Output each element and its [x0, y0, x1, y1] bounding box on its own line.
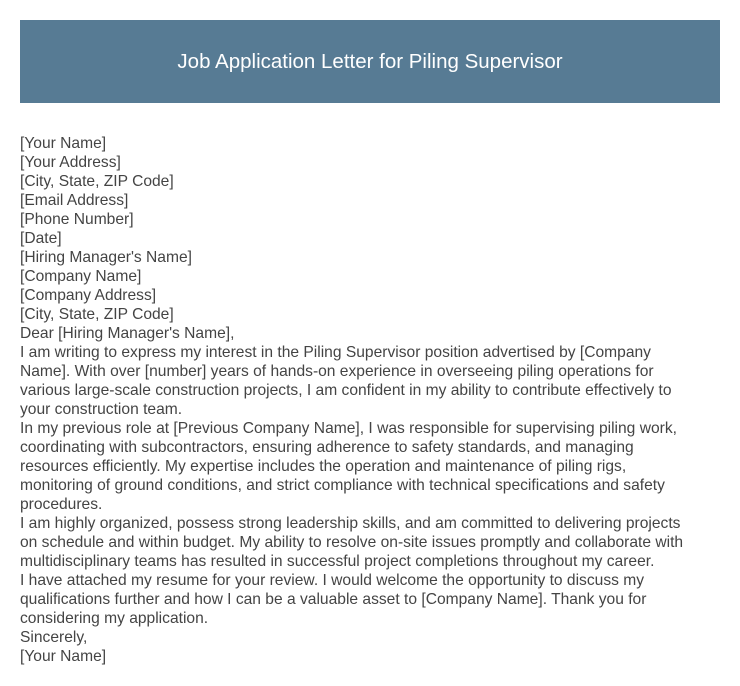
paragraph-line: Name]. With over [number] years of hands-on experience in overseeing piling operations for: [20, 363, 654, 380]
sender-address: [Your Address]: [20, 154, 121, 171]
page-title: Job Application Letter for Piling Supervisor: [177, 49, 563, 73]
paragraph-line: I am highly organized, possess strong leadership skills, and am committed to delivering projects: [20, 515, 681, 532]
paragraph-line: I have attached my resume for your review. I would welcome the opportunity to discuss my: [20, 572, 645, 589]
paragraph-line: resources efficiently. My expertise includes the operation and maintenance of piling rigs,: [20, 458, 627, 475]
paragraph-line: multidisciplinary teams has resulted in successful project completions throughout my career.: [20, 553, 655, 570]
recipient-address: [Company Address]: [20, 287, 157, 304]
closing: Sincerely,: [20, 629, 88, 646]
paragraph-line: I am writing to express my interest in the Piling Supervisor position advertised by [Company: [20, 344, 651, 361]
sender-city: [City, State, ZIP Code]: [20, 173, 174, 190]
recipient-name: [Hiring Manager's Name]: [20, 249, 192, 266]
paragraph-line: In my previous role at [Previous Company Name], I was responsible for supervising piling work,: [20, 420, 677, 437]
signature: [Your Name]: [20, 648, 107, 665]
paragraph-closing: [20, 571, 720, 628]
paragraph-line: various large-scale construction projects, I am confident in my ability to contribute effectively to: [20, 382, 672, 399]
paragraph-intro: [20, 343, 720, 419]
letter-date: [Date]: [20, 230, 62, 247]
paragraph-experience: [20, 419, 720, 514]
sender-email: [Email Address]: [20, 192, 129, 209]
sender-name: [Your Name]: [20, 135, 107, 152]
letter-body: [20, 134, 720, 666]
sender-block: [20, 134, 720, 248]
paragraph-line: considering my application.: [20, 610, 209, 627]
paragraph-line: coordinating with subcontractors, ensuring adherence to safety standards, and managing: [20, 439, 634, 456]
sender-phone: [Phone Number]: [20, 211, 134, 228]
paragraph-line: on schedule and within budget. My ability to resolve on-site issues promptly and collaborate with: [20, 534, 684, 551]
paragraph-skills: [20, 514, 720, 571]
recipient-block: [20, 248, 720, 324]
paragraph-line: your construction team.: [20, 401, 183, 418]
paragraph-line: qualifications further and how I can be a valuable asset to [Company Name]. Thank you for: [20, 591, 647, 608]
salutation: Dear [Hiring Manager's Name],: [20, 325, 235, 342]
page-header: [20, 20, 720, 103]
paragraph-line: procedures.: [20, 496, 103, 513]
paragraph-line: monitoring of ground conditions, and strict compliance with technical specifications and safety: [20, 477, 665, 494]
recipient-company: [Company Name]: [20, 268, 142, 285]
recipient-city: [City, State, ZIP Code]: [20, 306, 174, 323]
